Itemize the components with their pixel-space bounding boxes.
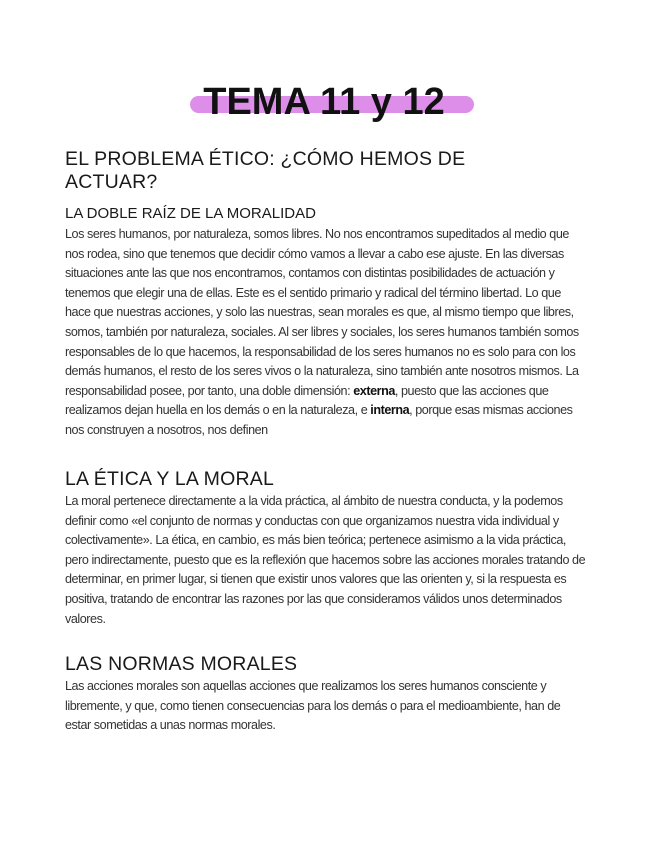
title-wrap [0,78,648,126]
paragraph-normas-morales: Las acciones morales son aquellas acciones que realizamos los seres humanos consciente y libremente, y que, como tienen consecuencias para los demás o para el medioambiente, han de estar sometidas a unas normas morales. [65,679,561,733]
paragraph-doble-raiz [65,225,587,441]
paragraph-text: Los seres humanos, por naturaleza, somos libres. No nos encontramos supeditados al medio que nos rodea, sino que tenemos que decidir cómo vamos a llevar a cabo ese ajuste. En las diversas situaciones ante las que nos encontramos, contamos con distintas posibilidades de actuación y tenemos que elegir una de ellas. Este es el sentido primario y radical del término libertad. Lo que hace que nuestras acciones, y solo las nuestras, sean morales es que, al mismo tiempo que libres, somos, también por naturaleza, sociales. Al ser libres y sociales, los seres humanos también somos responsables de lo que hacemos, la responsabilidad de los seres humanos no es solo para con los demás humanos, el resto de los seres vivos o la naturaleza, sino también ante nosotros mismos. La responsabilidad posee, por tanto, una doble dimensión: [65,227,579,398]
subheading-doble-raiz: LA DOBLE RAÍZ DE LA MORALIDAD [65,205,316,222]
bold-interna: interna [370,403,410,418]
section-heading-etica-moral: LA ÉTICA Y LA MORAL [65,468,275,490]
section-heading-problema-etico: EL PROBLEMA ÉTICO: ¿CÓMO HEMOS DE ACTUAR? [65,148,466,193]
paragraph-text: , puesto que las acciones que realizamos dejan huella en los demás o en la naturaleza, e [65,383,549,418]
page-title: TEMA 11 y 12 [203,81,445,123]
paragraph-text: , porque esas mismas acciones nos construyen a nosotros, nos definen [65,403,573,437]
bold-externa: externa [353,383,395,398]
paragraph-etica-moral: La moral pertenece directamente a la vida práctica, al ámbito de nuestra conducta, y la podemos definir como «el conjunto de normas y conductas con que organizamos nuestra vida individual y colectivamente». La ética, en cambio, es más bien teórica; pertenece asimismo a la vida práctica, pero indirectamente, puesto que es la reflexión que hacemos sobre las acciones morales tratando de determinar, en primer lugar, si tienen que existir unos valores que las orienten y, si la respuesta es positiva, tratando de encontrar las razones por las que consideramos válidos unos determinados valores. [65,494,586,626]
section-heading-normas-morales: LAS NORMAS MORALES [65,653,298,675]
